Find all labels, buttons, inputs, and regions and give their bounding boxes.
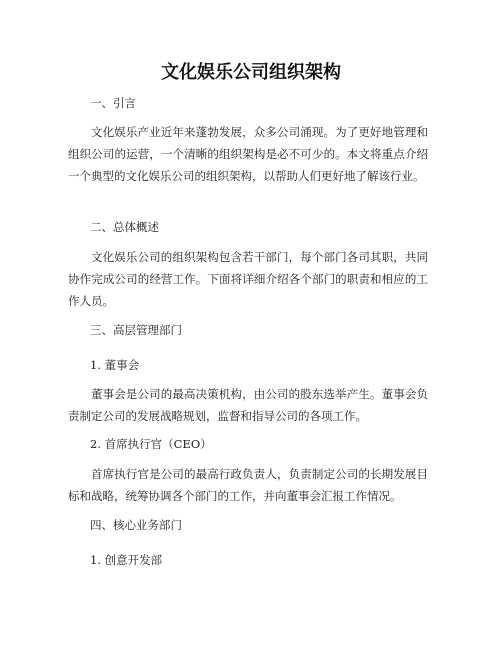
paragraph-overview: 文化娱乐公司的组织架构包含若干部门，每个部门各司其职，共同协作完成公司的经营工作。下面将详细介绍各个部门的职责和相应的工作人员。 — [68, 250, 428, 308]
section-heading-overview: 二、总体概述 — [90, 220, 159, 234]
subheading-board: 1. 董事会 — [90, 358, 140, 372]
section-heading-core-business: 四、核心业务部门 — [90, 518, 182, 532]
paragraph-ceo: 首席执行官是公司的最高行政负责人，负责制定公司的长期发展目标和战略，统筹协调各个部门的工作，并向董事会汇报工作情况。 — [68, 467, 428, 503]
subheading-ceo: 2. 首席执行官（CEO） — [90, 437, 212, 451]
section-heading-intro: 一、引言 — [90, 96, 136, 110]
document-title: 文化娱乐公司组织架构 — [161, 62, 341, 83]
paragraph-intro: 文化娱乐产业近年来蓬勃发展，众多公司涌现。为了更好地管理和组织公司的运营，一个清晰的组织架构是必不可少的。本文将重点介绍一个典型的文化娱乐公司的组织架构，以帮助人们更好地了解该行业。 — [68, 125, 428, 183]
subheading-creative-development: 1. 创意开发部 — [90, 553, 163, 567]
paragraph-board: 董事会是公司的最高决策机构，由公司的股东选举产生。董事会负责制定公司的发展战略规划，监督和指导公司的各项工作。 — [68, 387, 428, 423]
section-heading-senior-management: 三、高层管理部门 — [90, 323, 182, 337]
